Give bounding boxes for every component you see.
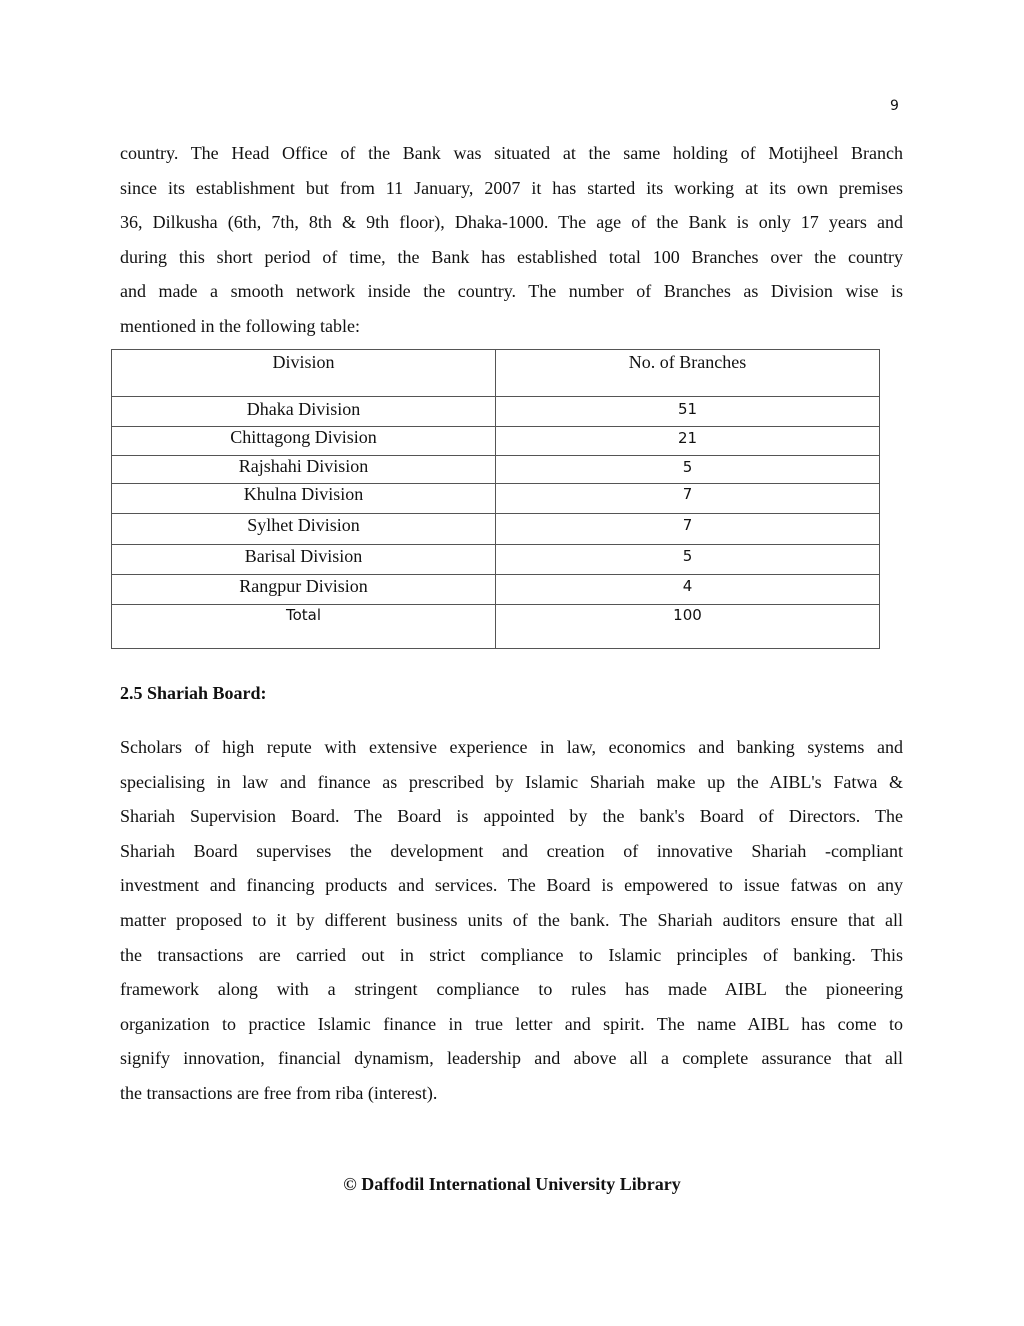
footer-copyright: © Daffodil International University Library: [343, 1174, 681, 1194]
text-line: and made a smooth network inside the country. The number of Branches as Division wise is: [120, 281, 903, 302]
total-value: 100: [496, 605, 880, 649]
text-line: matter proposed to it by different business units of the bank. The Shariah auditors ensure that all: [120, 909, 903, 930]
text-line: framework along with a stringent compliance to rules has made AIBL the pioneering: [120, 979, 903, 1000]
division-cell: Rajshahi Division: [112, 456, 496, 484]
division-cell: Barisal Division: [112, 545, 496, 575]
page-number: 9: [890, 98, 899, 114]
division-cell: Rangpur Division: [112, 575, 496, 605]
table-row: [112, 545, 880, 575]
text-line: Shariah Supervision Board. The Board is appointed by the bank's Board of Directors. The: [120, 806, 903, 827]
table-row: [112, 427, 880, 456]
intro-paragraph: [120, 136, 903, 344]
text-line: mentioned in the following table:: [120, 315, 360, 336]
text-line: investment and financing products and services. The Board is empowered to issue fatwas on any: [120, 875, 903, 896]
text-line: since its establishment but from 11 January, 2007 it has started its working at its own premises: [120, 177, 903, 198]
text-line: the transactions are carried out in strict compliance to Islamic principles of banking. This: [120, 944, 903, 965]
table-total-row: [112, 605, 880, 649]
branches-cell: 4: [496, 575, 880, 605]
table-row: [112, 456, 880, 484]
shariah-paragraph: [120, 730, 903, 1111]
branches-cell: 5: [496, 456, 880, 484]
text-line: 36, Dilkusha (6th, 7th, 8th & 9th floor), Dhaka-1000. The age of the Bank is only 17 years and: [120, 212, 903, 233]
header-division: Division: [112, 350, 496, 397]
division-cell: Chittagong Division: [112, 427, 496, 456]
branches-cell: 5: [496, 545, 880, 575]
branches-cell: 21: [496, 427, 880, 456]
text-line: during this short period of time, the Bank has established total 100 Branches over the country: [120, 246, 903, 267]
branches-cell: 7: [496, 484, 880, 514]
text-line: organization to practice Islamic finance in true letter and spirit. The name AIBL has come to: [120, 1013, 903, 1034]
section-heading: 2.5 Shariah Board:: [120, 683, 267, 703]
division-cell: Dhaka Division: [112, 397, 496, 427]
table-header-row: [112, 350, 880, 397]
table-row: [112, 397, 880, 427]
division-cell: Khulna Division: [112, 484, 496, 514]
text-line: specialising in law and finance as prescribed by Islamic Shariah make up the AIBL's Fatwa &: [120, 771, 903, 792]
text-line: Scholars of high repute with extensive experience in law, economics and banking systems and: [120, 737, 903, 757]
table-row: [112, 484, 880, 514]
branches-table: [111, 349, 880, 649]
header-branches: No. of Branches: [496, 350, 880, 397]
division-cell: Sylhet Division: [112, 514, 496, 545]
total-label: Total: [112, 605, 496, 649]
text-line: signify innovation, financial dynamism, leadership and above all a complete assurance that all: [120, 1048, 903, 1069]
text-line: the transactions are free from riba (interest).: [120, 1082, 438, 1103]
branches-cell: 7: [496, 514, 880, 545]
text-line: Shariah Board supervises the development and creation of innovative Shariah -compliant: [120, 840, 903, 861]
table-row: [112, 575, 880, 605]
table-row: [112, 514, 880, 545]
branches-cell: 51: [496, 397, 880, 427]
text-line: country. The Head Office of the Bank was situated at the same holding of Motijheel Branch: [120, 143, 903, 163]
